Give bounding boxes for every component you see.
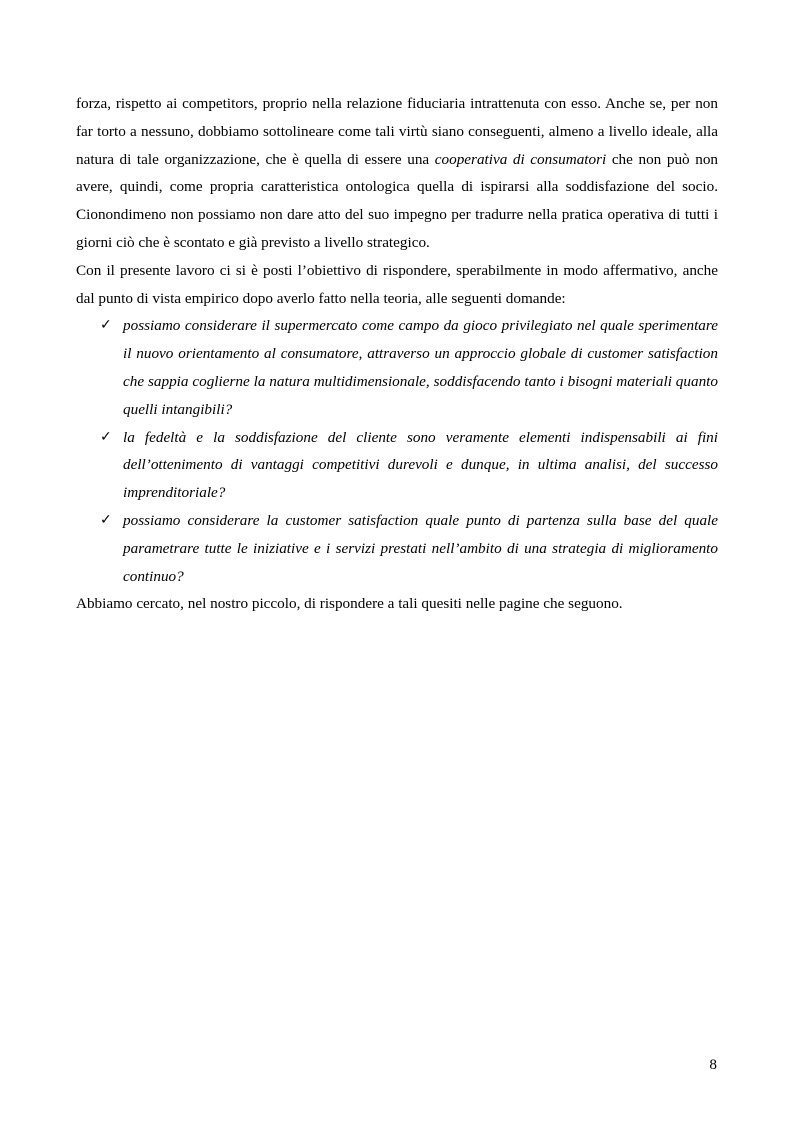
intro-emphasis: cooperativa di consumatori (434, 150, 607, 168)
question-text: possiamo considerare il supermercato come campo da gioco privilegiato nel quale sperimentare il nuovo orientamento al consumatore, attraverso un approccio globale di customer satisfaction che sappia coglierne la natura multidimensionale, soddisfacendo tanto i bisogni materiali quanto quelli intangibili? (123, 317, 718, 418)
closing-paragraph: Abbiamo cercato, nel nostro piccolo, di rispondere a tali quesiti nelle pagine che seguono. (76, 595, 623, 613)
checkmark-icon: ✓ (100, 317, 112, 334)
question-item (76, 507, 718, 590)
page-number: 8 (709, 1056, 717, 1073)
intro-paragraph (76, 90, 718, 257)
checkmark-icon: ✓ (100, 428, 112, 445)
intro-text-part1: forza, rispetto ai competitors, proprio nella relazione fiduciaria intrattenuta con esso. Anche se, per non far torto a nessuno, dobbiamo sottolineare come tali virtù siano conseguenti, almeno a livello ideale, alla natura di tale organizzazione, che è quella di essere una (76, 95, 718, 168)
question-text: la fedeltà e la soddisfazione del cliente sono veramente elementi indispensabili ai fini dell’ottenimento di vantaggi competitivi durevoli e dunque, in ultima analisi, del successo imprenditoriale? (123, 428, 718, 502)
objective-paragraph: Con il presente lavoro ci si è posti l’obiettivo di rispondere, sperabilmente in modo affermativo, anche dal punto di vista empirico dopo averlo fatto nella teoria, alle seguenti domande: (76, 261, 718, 307)
intro-text-part2: che non può non avere, quindi, come propria caratteristica ontologica quella di ispirarsi alla soddisfazione del socio. Cionondimeno non possiamo non dare atto del suo impegno per tradurre nella pratica operativa di tutti i giorni ciò che è scontato e già previsto a livello strategico. (76, 150, 719, 251)
question-item (76, 312, 718, 423)
questions-list (76, 312, 718, 590)
checkmark-icon: ✓ (100, 511, 112, 528)
question-text: possiamo considerare la customer satisfaction quale punto di partenza sulla base del quale parametrare tutte le iniziative e i servizi prestati nell’ambito di una strategia di miglioramento continuo? (123, 511, 718, 585)
question-item (76, 424, 718, 507)
document-body (76, 90, 718, 618)
